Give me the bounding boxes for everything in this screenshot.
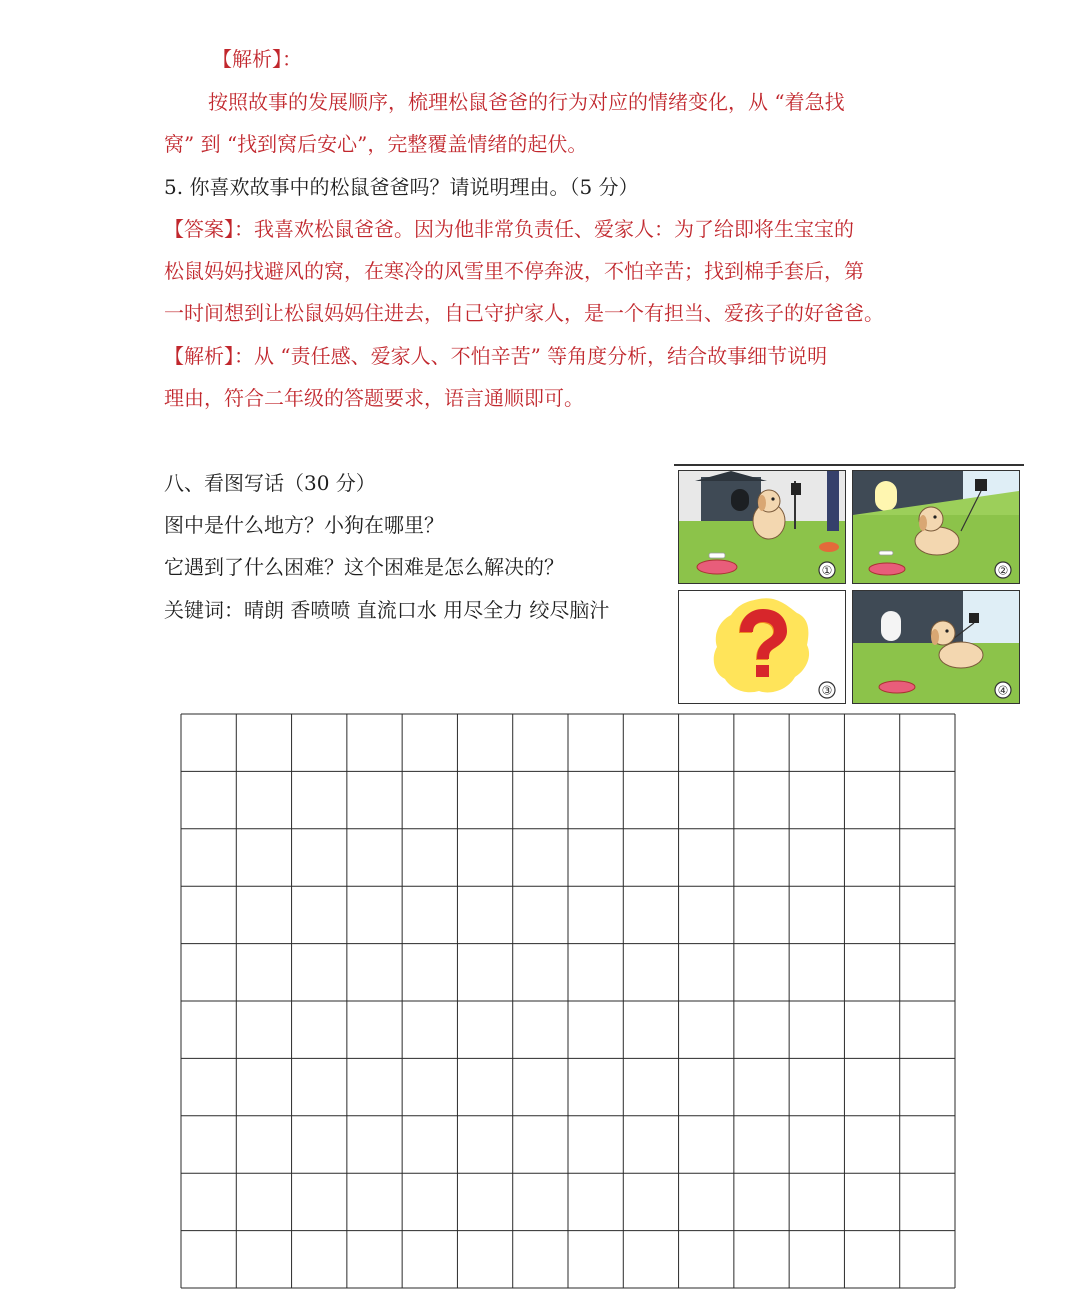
panel-4 (852, 590, 1020, 704)
picture-strip (674, 464, 1024, 710)
question-5: 5. 你喜欢故事中的松鼠爸爸吗？请说明理由。（5 分） (164, 175, 639, 199)
analysis-5-line1: 【解析】：从 “责任感、爱家人、不怕辛苦” 等角度分析，结合故事细节说明 (164, 344, 828, 368)
top-rule (674, 464, 1024, 466)
section-8-keywords: 关键词：晴朗 香喷喷 直流口水 用尽全力 绞尽脑汁 (164, 598, 610, 622)
writing-grid[interactable] (180, 713, 956, 1289)
panel-3 (678, 590, 846, 704)
panel-2 (852, 470, 1020, 584)
panel-2-number: ② (997, 563, 1009, 578)
answer-5-line2: 松鼠妈妈找避风的窝，在寒冷的风雪里不停奔波，不怕辛苦；找到棉手套后，第 (164, 259, 864, 283)
section-8-prompt2: 它遇到了什么困难？这个困难是怎么解决的？ (164, 555, 564, 579)
analysis-4-line2: 窝” 到 “找到窝后安心”，完整覆盖情绪的起伏。 (164, 132, 588, 156)
writing-grid-lines[interactable] (180, 713, 956, 1289)
dog-scene-1-icon (679, 471, 845, 583)
panel-1-number: ① (821, 563, 833, 578)
analysis-4-label: 【解析】： (212, 47, 302, 71)
analysis-5-line2: 理由，符合二年级的答题要求，语言通顺即可。 (164, 386, 584, 410)
panel-4-number: ④ (997, 683, 1009, 698)
answer-5-line1: 【答案】：我喜欢松鼠爸爸。因为他非常负责任、爱家人：为了给即将生宝宝的 (164, 217, 854, 241)
panel-3-number: ③ (821, 683, 833, 698)
answer-5-line3: 一时间想到让松鼠妈妈住进去，自己守护家人，是一个有担当、爱孩子的好爸爸。 (164, 301, 884, 325)
section-8-prompt1: 图中是什么地方？小狗在哪里？ (164, 513, 444, 537)
dog-scene-4-icon (853, 591, 1019, 703)
section-8-title: 八、看图写话（30 分） (164, 471, 376, 495)
question-mark-icon (679, 591, 845, 703)
analysis-4-line1: 按照故事的发展顺序，梳理松鼠爸爸的行为对应的情绪变化，从 “着急找 (208, 90, 845, 114)
panel-1 (678, 470, 846, 584)
dog-scene-2-icon (853, 471, 1019, 583)
